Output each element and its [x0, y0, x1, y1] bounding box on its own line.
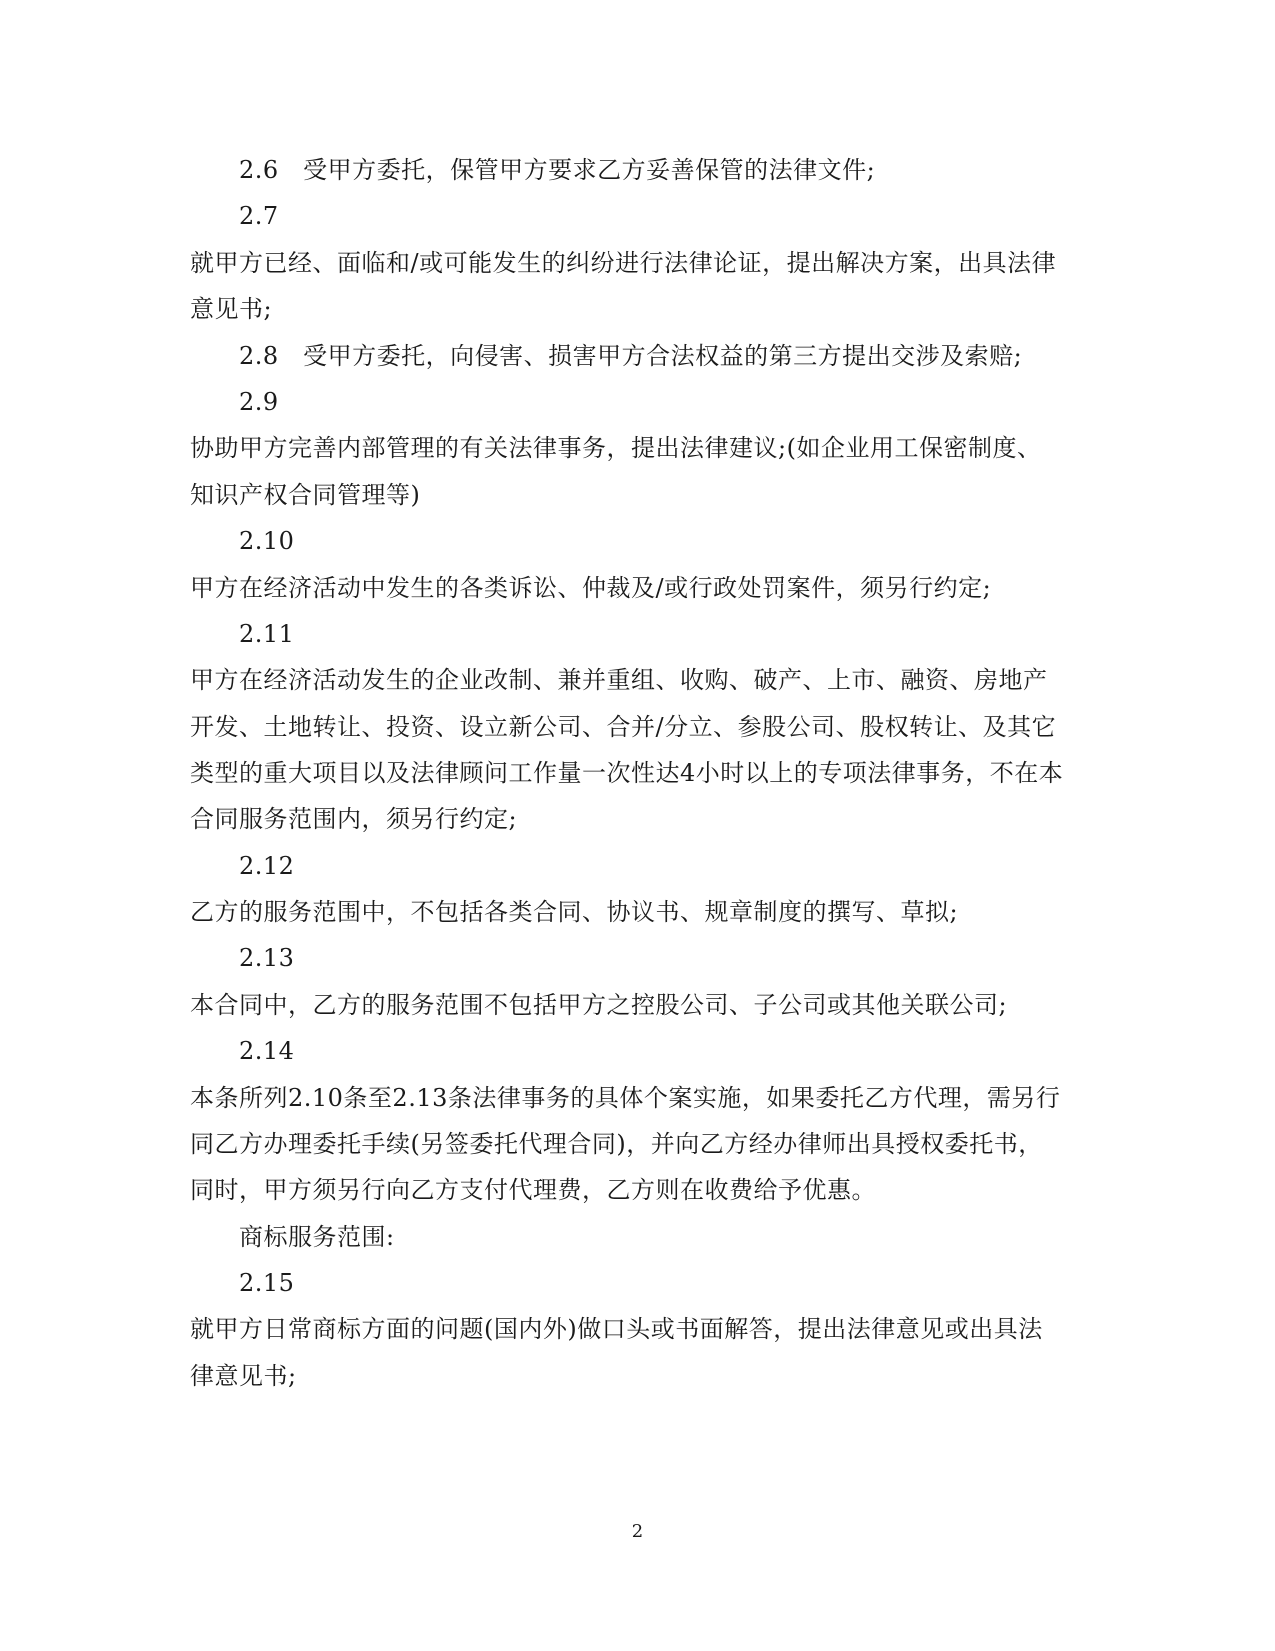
clause-number: 2.13 [239, 944, 295, 972]
clause-text: 合同服务范围内，须另行约定; [190, 805, 518, 833]
clause-text: 意见书; [190, 295, 273, 323]
clause-text: 乙方的服务范围中，不包括各类合同、协议书、规章制度的撰写、草拟; [190, 898, 959, 926]
page-number: 2 [631, 1521, 644, 1542]
section-heading: 商标服务范围: [239, 1223, 395, 1251]
clause-number: 2.10 [239, 527, 295, 555]
clause-text: 本条所列2.10条至2.13条法律事务的具体个案实施，如果委托乙方代理，需另行 [190, 1084, 1061, 1112]
clause-text: 本合同中，乙方的服务范围不包括甲方之控股公司、子公司或其他关联公司; [190, 991, 1008, 1019]
clause-text: 甲方在经济活动发生的企业改制、兼并重组、收购、破产、上市、融资、房地产 [190, 666, 1048, 694]
clause-text: 甲方在经济活动中发生的各类诉讼、仲裁及/或行政处罚案件，须另行约定; [190, 574, 992, 602]
clause-2-6: 2.6 受甲方委托，保管甲方要求乙方妥善保管的法律文件; [239, 156, 876, 184]
clause-text: 就甲方日常商标方面的问题(国内外)做口头或书面解答，提出法律意见或出具法 [190, 1315, 1043, 1343]
clause-2-8: 2.8 受甲方委托，向侵害、损害甲方合法权益的第三方提出交涉及索赔; [239, 342, 1023, 370]
clause-number: 2.7 [239, 202, 279, 230]
clause-text: 就甲方已经、面临和/或可能发生的纠纷进行法律论证，提出解决方案，出具法律 [190, 249, 1057, 277]
clause-number: 2.11 [239, 620, 295, 648]
clause-text: 同乙方办理委托手续(另签委托代理合同)，并向乙方经办律师出具授权委托书， [190, 1130, 1043, 1158]
clause-number: 2.12 [239, 852, 295, 880]
clause-number: 2.9 [239, 388, 279, 416]
clause-number: 2.15 [239, 1269, 295, 1297]
clause-text: 律意见书; [190, 1362, 297, 1390]
clause-text: 协助甲方完善内部管理的有关法律事务，提出法律建议;(如企业用工保密制度、 [190, 434, 1042, 462]
clause-text: 开发、土地转让、投资、设立新公司、合并/分立、参股公司、股权转让、及其它 [190, 713, 1057, 741]
clause-text: 类型的重大项目以及法律顾问工作量一次性达4小时以上的专项法律事务，不在本 [190, 759, 1064, 787]
clause-text: 同时，甲方须另行向乙方支付代理费，乙方则在收费给予优惠。 [190, 1176, 876, 1204]
clause-text: 知识产权合同管理等) [190, 481, 421, 509]
clause-number: 2.14 [239, 1037, 295, 1065]
